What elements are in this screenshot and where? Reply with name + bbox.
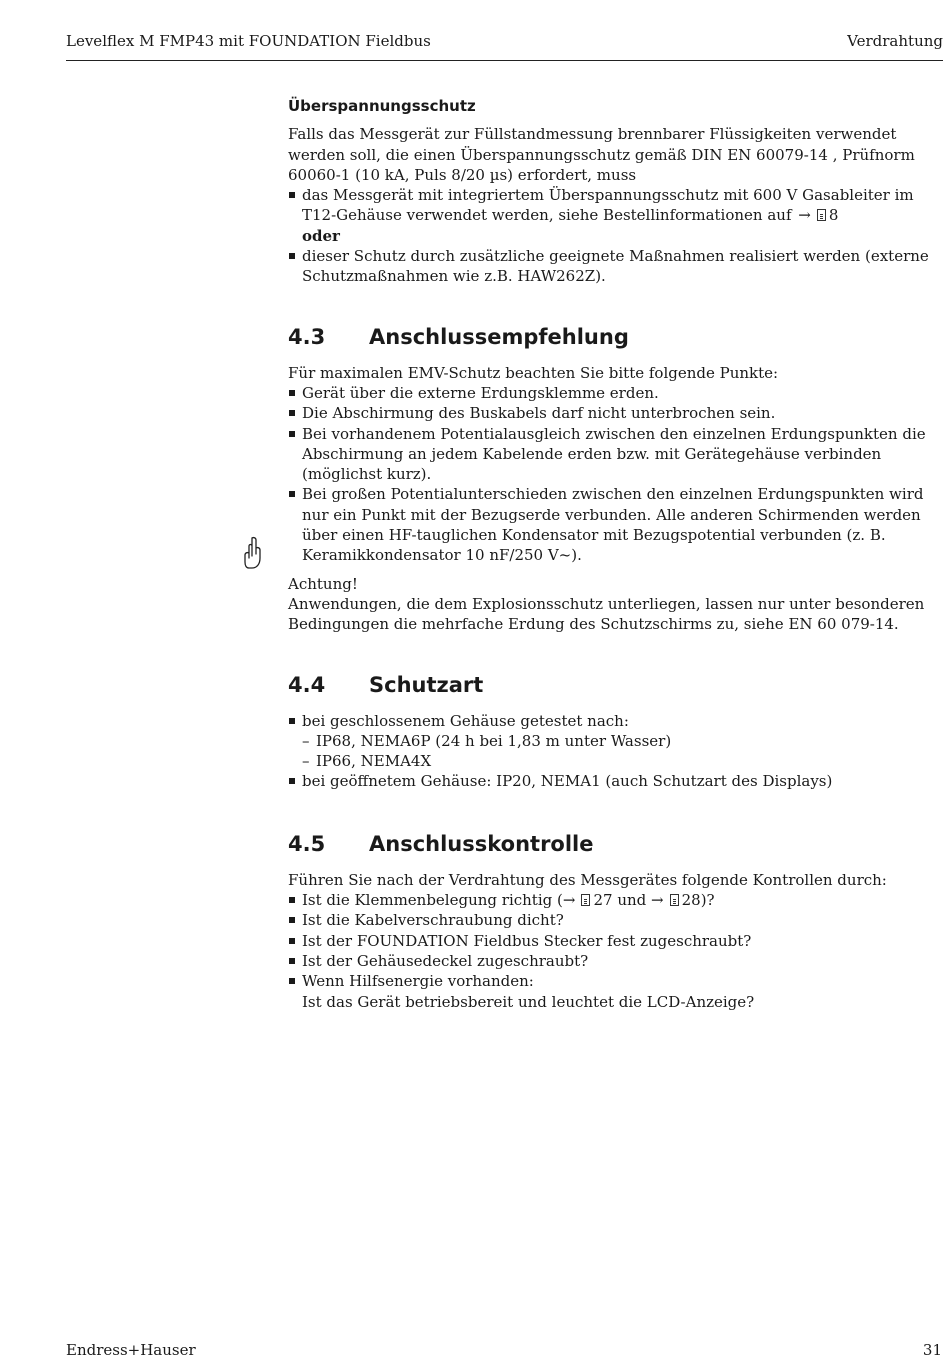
or-label: oder	[302, 226, 340, 245]
list-item: Wenn Hilfsenergie vorhanden: Ist das Gerät betriebsbereit und leuchtet die LCD-Anzeige?	[288, 971, 938, 1012]
overvoltage-list	[288, 185, 938, 286]
sub-list-item: – IP66, NEMA4X	[302, 751, 938, 771]
footer-brand: Endress+Hauser	[66, 1341, 196, 1359]
page-link[interactable]: 27	[593, 891, 613, 910]
caution-title: Achtung!	[288, 574, 358, 593]
list-item: dieser Schutz durch zusätzliche geeignete Maßnahmen realisiert werden (externe Schutzmaßnahmen wie z.B. HAW262Z).	[288, 246, 938, 287]
main-content	[288, 96, 938, 1012]
page-number: 31	[922, 1341, 942, 1359]
section-heading: 4.4 Schutzart	[288, 672, 484, 697]
list-item: bei geöffnetem Gehäuse: IP20, NEMA1 (auch Schutzart des Displays)	[288, 771, 938, 791]
section-heading: 4.5 Anschlusskontrolle	[288, 831, 594, 856]
list-item: Ist der Gehäusedeckel zugeschraubt?	[288, 951, 938, 971]
list-item: Die Abschirmung des Buskabels darf nicht unterbrochen sein.	[288, 403, 938, 423]
caution-text: Anwendungen, die dem Explosionsschutz unterliegen, lassen nur unter besonderen Bedingungen die mehrfache Erdung des Schutzschirms zu, siehe EN 60 079-14.	[288, 594, 925, 634]
page-header	[66, 32, 943, 61]
page-reference-icon	[581, 894, 590, 906]
list-item: bei geschlossenem Gehäuse getestet nach: – IP68, NEMA6P (24 h bei 1,83 m unter Wasser) – IP66, NEMA4X	[288, 711, 938, 772]
list-item: Ist der FOUNDATION Fieldbus Stecker fest zugeschraubt?	[288, 931, 938, 951]
list-item: Ist die Kabelverschraubung dicht?	[288, 910, 938, 930]
header-chapter: Verdrahtung	[847, 32, 943, 50]
page-link[interactable]: 28)?	[681, 891, 715, 910]
caution-hand-icon	[242, 536, 264, 570]
section-heading: 4.3 Anschlussempfehlung	[288, 324, 629, 349]
section-intro: Führen Sie nach der Verdrahtung des Messgerätes folgende Kontrollen durch:	[288, 870, 887, 889]
list-item: Bei vorhandenem Potentialausgleich zwischen den einzelnen Erdungspunkten die Abschirmung an jedem Kabelende erden bzw. mit Gerätegehäuse verbinden (möglichst kurz).	[288, 424, 938, 485]
overvoltage-intro: Falls das Messgerät zur Füllstandmessung brennbarer Flüssigkeiten verwendet werden soll, die einen Überspannungsschutz gemäß DIN EN 60079-14 , Prüfnorm 60060-1 (10 kA, Puls 8/20 µs) erfordert, muss	[288, 125, 915, 184]
list-item: das Messgerät mit integriertem Überspannungsschutz mit 600 V Gasableiter im T12-Gehäuse verwendet werden, siehe Bestellinformationen auf → 8 oder	[288, 185, 938, 246]
overvoltage-heading: Überspannungsschutz	[288, 97, 476, 115]
checklist	[288, 890, 938, 1012]
protection-list	[288, 711, 938, 792]
page-link[interactable]: 8	[828, 206, 839, 225]
sub-list	[302, 731, 938, 772]
sub-list-item: – IP68, NEMA6P (24 h bei 1,83 m unter Wasser)	[302, 731, 938, 751]
page-reference-icon	[670, 894, 679, 906]
page-reference-icon	[817, 209, 826, 221]
header-title: Levelflex M FMP43 mit FOUNDATION Fieldbus	[66, 32, 431, 50]
list-item: Gerät über die externe Erdungsklemme erden.	[288, 383, 938, 403]
list-item: Bei großen Potentialunterschieden zwischen den einzelnen Erdungspunkten wird nur ein Punkt mit der Bezugserde verbunden. Alle anderen Schirmenden werden über einen HF-tauglichen Kondensator mit Bezugspotential verbunden (z. B. Keramikkondensator 10 nF/250 V~).	[288, 484, 938, 565]
list-item: Ist die Klemmenbelegung richtig (→ 27 und → 28)?	[288, 890, 938, 910]
section-intro: Für maximalen EMV-Schutz beachten Sie bitte folgende Punkte:	[288, 363, 779, 382]
recommendation-list	[288, 383, 938, 566]
